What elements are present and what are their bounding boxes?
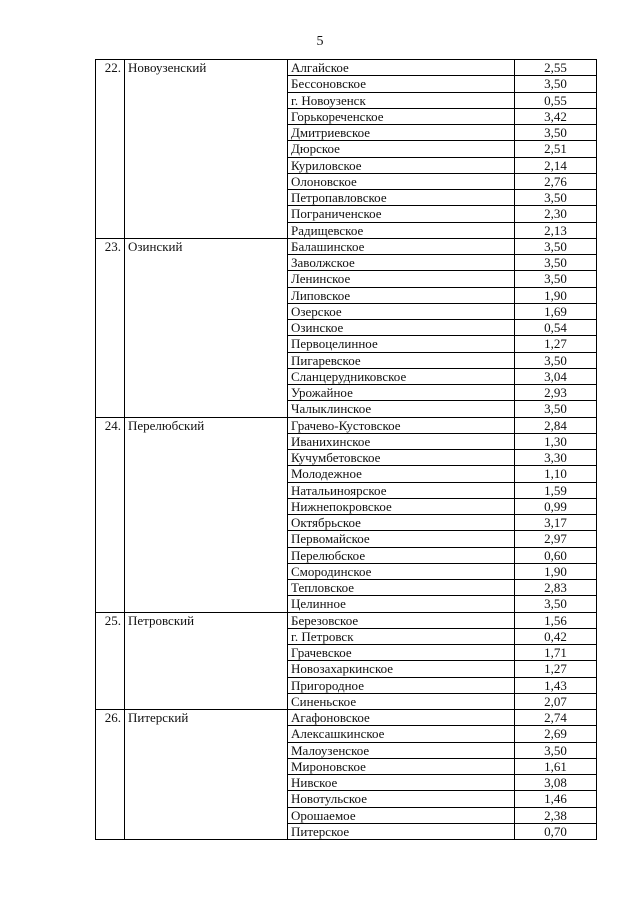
coefficient-value: 2,38 [515, 807, 597, 823]
coefficient-value: 3,50 [515, 596, 597, 612]
coefficient-value: 2,97 [515, 531, 597, 547]
settlement-name: Питерское [288, 823, 515, 839]
coefficient-value: 3,17 [515, 515, 597, 531]
coefficient-value: 2,74 [515, 710, 597, 726]
settlement-name: Липовское [288, 287, 515, 303]
coefficient-value: 0,55 [515, 92, 597, 108]
settlement-name: Октябрьское [288, 515, 515, 531]
settlement-name: Горькореченское [288, 108, 515, 124]
district-number: 23. [96, 238, 125, 417]
coefficient-value: 2,07 [515, 693, 597, 709]
settlement-name: Петропавловское [288, 190, 515, 206]
settlement-name: Озинское [288, 320, 515, 336]
district-number: 25. [96, 612, 125, 710]
settlement-name: Агафоновское [288, 710, 515, 726]
settlement-name: Иванихинское [288, 433, 515, 449]
coefficient-value: 3,50 [515, 190, 597, 206]
coefficient-value: 2,51 [515, 141, 597, 157]
settlement-name: Грачевское [288, 645, 515, 661]
coefficient-value: 3,50 [515, 401, 597, 417]
settlement-name: Пигаревское [288, 352, 515, 368]
settlement-name: Олоновское [288, 173, 515, 189]
settlement-name: Мироновское [288, 758, 515, 774]
coefficient-value: 2,93 [515, 385, 597, 401]
coefficient-value: 2,69 [515, 726, 597, 742]
coefficient-value: 3,50 [515, 76, 597, 92]
settlement-name: Березовское [288, 612, 515, 628]
settlement-name: Ленинское [288, 271, 515, 287]
coefficient-value: 3,50 [515, 271, 597, 287]
settlement-name: Озерское [288, 303, 515, 319]
table-row [96, 238, 597, 254]
settlement-name: Кучумбетовское [288, 450, 515, 466]
coefficient-value: 2,84 [515, 417, 597, 433]
coefficient-value: 3,04 [515, 368, 597, 384]
settlement-name: Целинное [288, 596, 515, 612]
coefficient-value: 0,99 [515, 498, 597, 514]
coefficient-value: 2,55 [515, 60, 597, 76]
coefficient-value: 1,46 [515, 791, 597, 807]
settlement-name: Новотульское [288, 791, 515, 807]
coefficient-value: 3,50 [515, 352, 597, 368]
coefficient-value: 3,42 [515, 108, 597, 124]
settlement-name: Грачево-Кустовское [288, 417, 515, 433]
coefficient-value: 1,71 [515, 645, 597, 661]
coefficient-value: 2,83 [515, 580, 597, 596]
district-number: 26. [96, 710, 125, 840]
coefficient-value: 0,60 [515, 547, 597, 563]
coefficient-value: 2,13 [515, 222, 597, 238]
settlement-name: Дюрское [288, 141, 515, 157]
coefficient-value: 1,27 [515, 661, 597, 677]
district-name: Перелюбский [125, 417, 288, 612]
settlement-name: Молодежное [288, 466, 515, 482]
district-name: Питерский [125, 710, 288, 840]
district-name: Озинский [125, 238, 288, 417]
coefficient-value: 1,30 [515, 433, 597, 449]
settlement-name: Малоузенское [288, 742, 515, 758]
coefficient-value: 1,90 [515, 287, 597, 303]
settlement-name: Орошаемое [288, 807, 515, 823]
district-name: Новоузенский [125, 60, 288, 239]
coefficient-value: 2,30 [515, 206, 597, 222]
settlement-name: Балашинское [288, 238, 515, 254]
coefficient-value: 2,76 [515, 173, 597, 189]
settlement-name: Нивское [288, 775, 515, 791]
districts-table [95, 59, 597, 840]
settlement-name: Первомайское [288, 531, 515, 547]
settlement-name: Алгайское [288, 60, 515, 76]
settlement-name: Дмитриевское [288, 125, 515, 141]
coefficient-value: 1,43 [515, 677, 597, 693]
settlement-name: Первоцелинное [288, 336, 515, 352]
settlement-name: г. Петровск [288, 628, 515, 644]
settlement-name: Нижнепокровское [288, 498, 515, 514]
coefficient-value: 3,50 [515, 125, 597, 141]
settlement-name: Куриловское [288, 157, 515, 173]
settlement-name: Алексашкинское [288, 726, 515, 742]
settlement-name: г. Новоузенск [288, 92, 515, 108]
coefficient-value: 2,14 [515, 157, 597, 173]
coefficient-value: 3,50 [515, 238, 597, 254]
coefficient-value: 1,90 [515, 563, 597, 579]
settlement-name: Смородинское [288, 563, 515, 579]
settlement-name: Пригородное [288, 677, 515, 693]
settlement-name: Синеньское [288, 693, 515, 709]
coefficient-value: 3,30 [515, 450, 597, 466]
table-row [96, 417, 597, 433]
settlement-name: Новозахаркинское [288, 661, 515, 677]
page-number: 5 [316, 34, 324, 49]
coefficient-value: 1,59 [515, 482, 597, 498]
district-number: 24. [96, 417, 125, 612]
coefficient-value: 1,69 [515, 303, 597, 319]
settlement-name: Чалыклинское [288, 401, 515, 417]
coefficient-value: 1,56 [515, 612, 597, 628]
table-row [96, 710, 597, 726]
coefficient-value: 3,08 [515, 775, 597, 791]
settlement-name: Бессоновское [288, 76, 515, 92]
settlement-name: Натальиноярское [288, 482, 515, 498]
coefficient-value: 3,50 [515, 255, 597, 271]
district-name: Петровский [125, 612, 288, 710]
coefficient-value: 0,54 [515, 320, 597, 336]
settlement-name: Перелюбское [288, 547, 515, 563]
table-row [96, 612, 597, 628]
coefficient-value: 1,27 [515, 336, 597, 352]
coefficient-value: 3,50 [515, 742, 597, 758]
coefficient-value: 1,10 [515, 466, 597, 482]
table-row [96, 60, 597, 76]
coefficient-value: 0,42 [515, 628, 597, 644]
settlement-name: Радищевское [288, 222, 515, 238]
coefficient-value: 1,61 [515, 758, 597, 774]
settlement-name: Заволжское [288, 255, 515, 271]
coefficient-value: 0,70 [515, 823, 597, 839]
district-number: 22. [96, 60, 125, 239]
settlement-name: Сланцерудниковское [288, 368, 515, 384]
settlement-name: Пограниченское [288, 206, 515, 222]
settlement-name: Урожайное [288, 385, 515, 401]
settlement-name: Тепловское [288, 580, 515, 596]
